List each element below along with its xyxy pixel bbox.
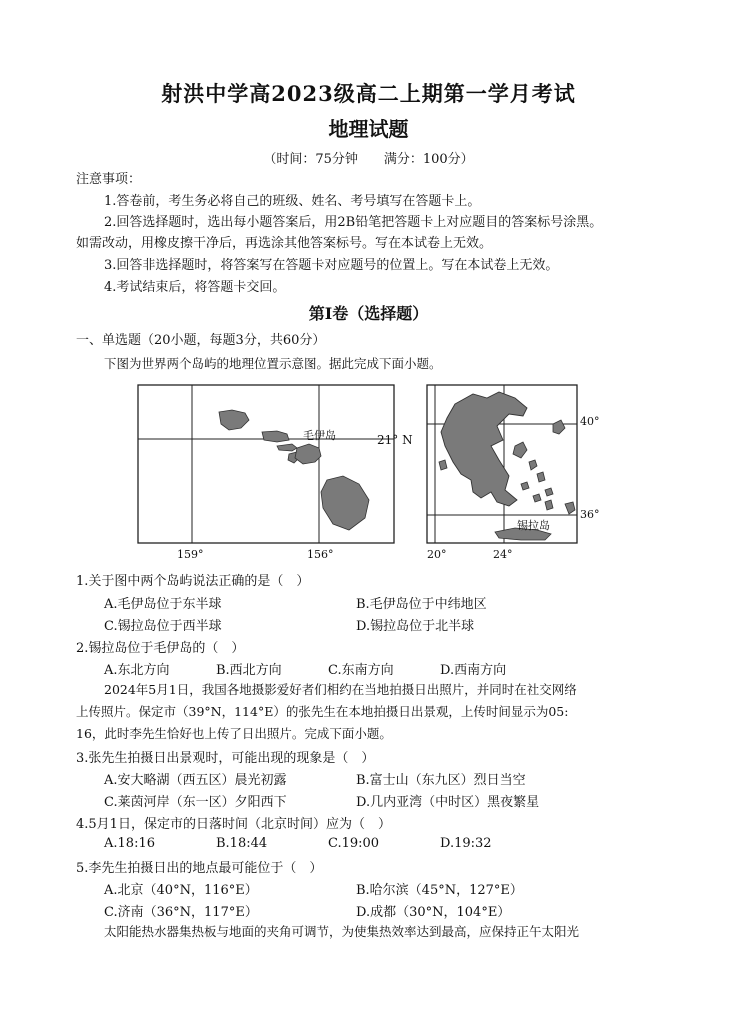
q2-option-d: D.西南方向 [440, 663, 507, 678]
question-5: 5.李先生拍摄日出的地点最可能位于（ ） [76, 861, 323, 876]
q1-option-d: D.锡拉岛位于北半球 [356, 619, 475, 634]
lat-40-label: 40° [580, 415, 600, 428]
notes-heading: 注意事项： [76, 172, 142, 187]
passage-line-3: 16，此时李先生恰好也上传了日出照片。完成下面小题。 [76, 726, 392, 741]
maui-label: 毛伊岛 [303, 429, 336, 442]
island-rhodes [565, 502, 575, 514]
lat-36-label: 36° [580, 508, 600, 521]
q5-option-b: B.哈尔滨（45°N，127°E） [356, 883, 523, 898]
passage-line-2: 上传照片。保定市（39°N，114°E）的张先生在本地拍摄日出景观，上传时间显示为05: [76, 704, 569, 719]
island-kauai [219, 410, 249, 430]
q1-option-c: C.锡拉岛位于西半球 [104, 619, 222, 634]
q4-option-b: B.18:44 [216, 836, 268, 851]
question-3: 3.张先生拍摄日出景观时，可能出现的现象是（ ） [76, 751, 375, 766]
island-hawaii [321, 476, 369, 530]
q2-option-b: B.西北方向 [216, 663, 282, 678]
passage-line-4: 太阳能热水器集热板与地面的夹角可调节，为使集热效率达到最高，应保持正午太阳光 [104, 924, 580, 939]
q5-option-d: D.成都（30°N，104°E） [356, 905, 511, 920]
q3-option-a: A.安大略湖（西五区）晨光初露 [104, 773, 287, 788]
q1-option-a: A.毛伊岛位于东半球 [104, 597, 222, 612]
map-intro: 下图为世界两个岛屿的地理位置示意图。据此完成下面小题。 [104, 356, 442, 371]
q3-option-d: D.几内亚湾（中时区）黑夜繁星 [356, 795, 540, 810]
lon-24-label: 24° [493, 548, 513, 561]
note-4: 4.考试结束后，将答题卡交回。 [104, 280, 286, 295]
note-3: 3.回答非选择题时，将答案写在答题卡对应题号的位置上。写在本试卷上无效。 [104, 258, 559, 273]
lon-159-label: 159° [177, 548, 204, 561]
lon-156-label: 156° [307, 548, 334, 561]
q4-option-a: A.18:16 [104, 836, 155, 851]
island-corfu [439, 460, 447, 470]
question-4: 4.5月1日，保定市的日落时间（北京时间）应为（ ） [76, 817, 391, 832]
time-info: （时间：75分钟 满分：100分） [263, 152, 474, 167]
island-lesbos [553, 420, 565, 434]
santorini-label: 锡拉岛 [517, 519, 550, 532]
q1-option-b: B.毛伊岛位于中纬地区 [356, 597, 487, 612]
section-title: 第Ⅰ卷（选择题） [308, 304, 429, 323]
map-santorini [425, 384, 605, 562]
map-maui [137, 384, 417, 562]
subject-title: 地理试题 [328, 117, 409, 141]
island-oahu [262, 431, 289, 442]
q2-option-c: C.东南方向 [328, 663, 394, 678]
q4-option-c: C.19:00 [328, 836, 380, 851]
island-molokai [277, 444, 297, 451]
q3-option-c: C.莱茵河岸（东一区）夕阳西下 [104, 795, 287, 810]
q5-option-a: A.北京（40°N，116°E） [104, 883, 258, 898]
q3-option-b: B.富士山（东九区）烈日当空 [356, 773, 526, 788]
lat-21-label: 21° N [377, 433, 413, 447]
question-2: 2.锡拉岛位于毛伊岛的（ ） [76, 641, 245, 656]
q4-option-d: D.19:32 [440, 836, 492, 851]
island-euboea [513, 442, 527, 458]
lon-20-label: 20° [427, 548, 447, 561]
note-2b: 如需改动，用橡皮擦干净后，再选涂其他答案标号。写在本试卷上无效。 [76, 236, 493, 251]
passage-line-1: 2024年5月1日，我国各地摄影爱好者们相约在当地拍摄日出照片，并同时在社交网络 [104, 682, 577, 697]
question-1: 1.关于图中两个岛屿说法正确的是（ ） [76, 574, 310, 589]
exam-title: 射洪中学高2023级高二上期第一学月考试 [161, 81, 576, 106]
note-1: 1.答卷前，考生务必将自己的班级、姓名、考号填写在答题卡上。 [104, 194, 481, 209]
q5-option-c: C.济南（36°N，117°E） [104, 905, 258, 920]
q2-option-a: A.东北方向 [104, 663, 170, 678]
island-maui [295, 444, 321, 464]
note-2a: 2.回答选择题时，选出每小题答案后，用2B铅笔把答题卡上对应题目的答案标号涂黑。 [104, 215, 603, 230]
island-santorini [545, 500, 553, 510]
part-heading: 一、单选题（20小题，每题3分，共60分） [76, 333, 326, 348]
